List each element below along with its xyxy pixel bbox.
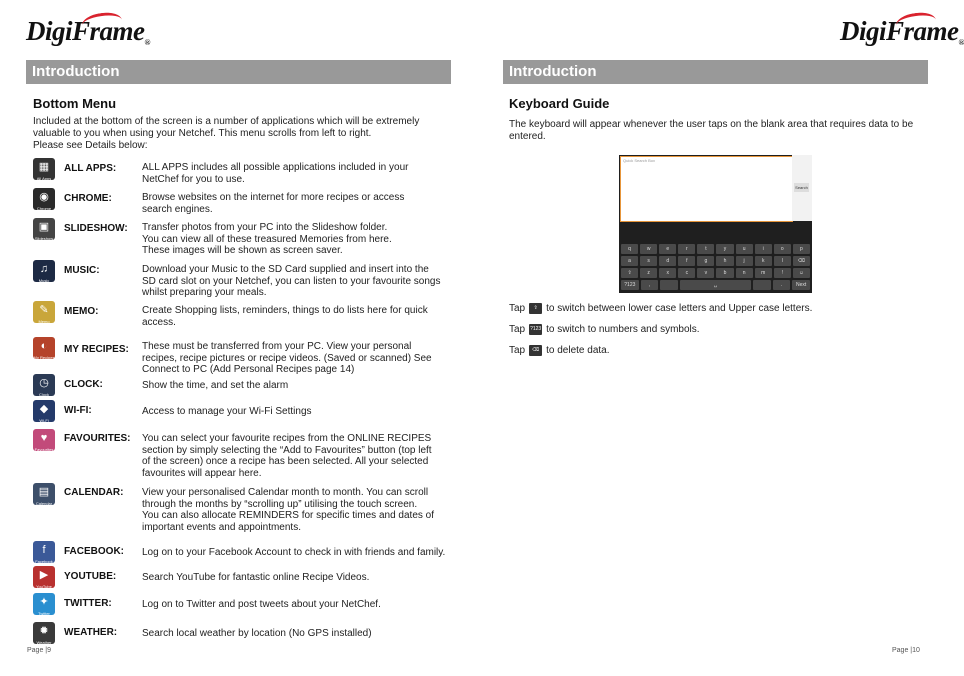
menu-item-description — [142, 264, 457, 299]
keyboard-key[interactable] — [753, 280, 771, 290]
icon-caption: Facebook — [35, 559, 53, 564]
menu-item-label: MY RECIPES: — [64, 344, 129, 355]
keyboard-key[interactable]: ⌫ — [793, 256, 810, 266]
tip-prefix: Tap — [509, 345, 526, 357]
keyboard-key[interactable]: k — [755, 256, 772, 266]
description-line: These must be transferred from your PC. View your personal — [142, 341, 412, 352]
icon-caption: Twitter — [38, 611, 50, 616]
keyboard-key[interactable]: n — [736, 268, 753, 278]
keyboard-keys — [619, 244, 812, 292]
intro-line: entered. — [509, 131, 546, 142]
description-line: Show the time, and set the alarm — [142, 380, 289, 391]
menu-item-label: WI-FI: — [64, 405, 92, 416]
menu-item-music — [33, 260, 453, 301]
description-line: You can select your favourite recipes from the ONLINE RECIPES — [142, 433, 432, 444]
menu-item-clock — [33, 374, 453, 397]
page-number: 9 — [47, 647, 52, 654]
description-line: Log on to your Facebook Account to check in with friends and family. — [142, 547, 446, 558]
menu-item-label: ALL APPS: — [64, 163, 117, 174]
icon-caption: YouTube — [36, 584, 52, 589]
intro-line: The keyboard will appear whenever the user taps on the blank area that requires data to be — [509, 119, 914, 130]
description-line: Create Shopping lists, reminders, things to do lists here for quick — [142, 305, 428, 316]
icon-caption: Memo — [38, 319, 50, 324]
page-label: Page — [27, 647, 44, 654]
menu-item-description — [142, 487, 457, 533]
description-line: Access to manage your Wi-Fi Settings — [142, 406, 312, 417]
menu-item-slideshow — [33, 218, 453, 259]
menu-item-favourites — [33, 429, 453, 481]
menu-item-description — [142, 433, 457, 479]
menu-item-wi-fi — [33, 400, 453, 423]
menu-item-description — [142, 162, 457, 185]
description-line: You can also allocate REMINDERS for specific times and dates of — [142, 510, 434, 521]
description-line: whilst preparing your meals. — [142, 287, 267, 298]
keyboard-key[interactable]: ?123 — [621, 280, 639, 290]
keyboard-row — [619, 268, 812, 278]
keyboard-key[interactable]: b — [716, 268, 733, 278]
menu-item-label: FAVOURITES: — [64, 433, 131, 444]
menu-item-label: CALENDAR: — [64, 487, 124, 498]
section-title: Bottom Menu — [33, 96, 117, 111]
keyboard-key[interactable]: i — [755, 244, 772, 254]
keyboard-key[interactable]: ⇧ — [621, 268, 638, 278]
sun-icon: ✹ Weather — [33, 622, 55, 644]
intro-line: Included at the bottom of the screen is a number of applications which will be extremely — [33, 116, 420, 127]
calendar-icon: ▤ Calendar — [33, 483, 55, 505]
menu-item-label: MUSIC: — [64, 265, 100, 276]
icon-caption: Clock — [38, 392, 49, 397]
menu-item-chrome — [33, 188, 453, 217]
description-line: of the screen) once a recipe has been selected. All your selected — [142, 456, 429, 467]
intro-paragraph — [509, 119, 929, 143]
music-icon: ♫ Music — [33, 260, 55, 282]
menu-item-description — [142, 547, 457, 559]
menu-item-label: CHROME: — [64, 193, 112, 204]
menu-item-calendar — [33, 483, 453, 535]
menu-item-my-recipes — [33, 337, 453, 378]
facebook-icon: f Facebook — [33, 541, 55, 563]
keyboard-row — [619, 280, 812, 290]
slideshow-icon: ▣ Slideshow — [33, 218, 55, 240]
keyboard-key[interactable]: c — [678, 268, 695, 278]
description-line: Search YouTube for fantastic online Recipe Videos. — [142, 572, 370, 583]
logo-text: DigiFrame — [840, 16, 959, 46]
description-line: These images will be shown as screen saver. — [142, 245, 343, 256]
delete-icon: ⌫ — [529, 345, 542, 356]
keyboard-row — [619, 256, 812, 266]
shift-icon: ⇧ — [529, 303, 542, 314]
tip-delete — [509, 345, 610, 356]
twitter-icon: ✦ Twitter — [33, 593, 55, 615]
description-line: Transfer photos from your PC into the Slideshow folder. — [142, 222, 388, 233]
keyboard-key[interactable]: v — [697, 268, 714, 278]
keyboard-key[interactable]: d — [659, 256, 676, 266]
menu-item-description — [142, 599, 457, 611]
menu-item-label: MEMO: — [64, 306, 99, 317]
quick-search-box[interactable] — [620, 156, 793, 222]
keyboard-key[interactable]: z — [640, 268, 657, 278]
heart-icon: ♥ Favourites — [33, 429, 55, 451]
keyboard-key[interactable]: m — [755, 268, 772, 278]
menu-item-description — [142, 380, 457, 392]
keyboard-key[interactable]: l — [774, 256, 791, 266]
intro-line: Please see Details below: — [33, 140, 148, 151]
menu-item-description — [142, 628, 457, 640]
section-header: Introduction — [26, 60, 451, 84]
menu-item-memo — [33, 301, 453, 330]
menu-item-label: WEATHER: — [64, 627, 118, 638]
wifi-icon: ◆ Wi-Fi — [33, 400, 55, 422]
keyboard-key[interactable]: ! — [774, 268, 791, 278]
menu-item-label: SLIDESHOW: — [64, 223, 128, 234]
icon-caption: Wi-Fi — [39, 418, 49, 423]
description-line: important events and appointments. — [142, 521, 301, 533]
registered-mark-icon: ® — [144, 38, 150, 47]
logo-text: DigiFrame — [26, 16, 145, 46]
description-line: SD card slot on your Netchef, you can listen to your favourite songs — [142, 275, 441, 287]
menu-item-description — [142, 406, 457, 418]
intro-line: valuable to you when using your Netchef. This menu scrolls from left to right. — [33, 128, 372, 139]
section-header: Introduction — [503, 60, 928, 84]
page-label: Page — [892, 647, 909, 654]
menu-item-label: TWITTER: — [64, 598, 112, 609]
keyboard-key[interactable]: w — [640, 244, 657, 254]
keyboard-key[interactable]: ␣ — [680, 280, 751, 290]
symbols-icon: ?123 — [529, 324, 542, 335]
description-line: View your personalised Calendar month to month. You can scroll — [142, 487, 429, 498]
tip-prefix: Tap — [509, 324, 526, 336]
description-line: ALL APPS includes all possible applications included in your — [142, 162, 409, 173]
keyboard-key[interactable]: j — [736, 256, 753, 266]
keyboard-key[interactable]: e — [659, 244, 676, 254]
keyboard-key[interactable] — [660, 280, 678, 290]
menu-item-youtube — [33, 566, 453, 589]
keyboard-key[interactable]: r — [678, 244, 695, 254]
section-title: Keyboard Guide — [509, 96, 610, 111]
keyboard-key[interactable]: s — [640, 256, 657, 266]
keyboard-key[interactable]: ☺ — [793, 268, 810, 278]
keyboard-key[interactable]: f — [678, 256, 695, 266]
grid-icon: ▦ All Apps — [33, 158, 55, 180]
menu-item-label: CLOCK: — [64, 379, 103, 390]
description-line: Log on to Twitter and post tweets about your NetChef. — [142, 599, 381, 610]
description-line: You can view all of these treasured Memories from here. — [142, 233, 392, 245]
keyboard-key[interactable]: q — [621, 244, 638, 254]
page-footer: Page |10 — [892, 647, 920, 654]
description-line: Download your Music to the SD Card supplied and insert into the — [142, 264, 429, 275]
menu-item-description — [142, 305, 457, 328]
icon-caption: Calendar — [35, 501, 53, 506]
description-line: recipes, recipe pictures or recipe videos. (Saved or scanned) See — [142, 352, 432, 364]
icon-caption: Chrome — [36, 206, 52, 211]
menu-item-weather — [33, 622, 453, 645]
keyboard-key[interactable]: p — [793, 244, 810, 254]
recipes-icon: ◐ My Recipes — [33, 337, 55, 359]
icon-caption: Music — [38, 278, 50, 283]
keyboard-key[interactable]: g — [697, 256, 714, 266]
description-line: section by simply selecting the “Add to Favourites” button (top left — [142, 444, 432, 456]
tip-prefix: Tap — [509, 303, 526, 315]
description-line: Browse websites on the internet for more recipes or access — [142, 192, 405, 203]
tip-text: to switch to numbers and symbols. — [546, 324, 700, 336]
search-button[interactable]: Search — [795, 185, 808, 190]
digiframe-logo — [840, 16, 964, 54]
menu-item-facebook — [33, 541, 453, 564]
keyboard-screenshot — [619, 155, 812, 293]
search-placeholder: Quick Search Box — [623, 158, 656, 163]
chrome-icon: ◉ Chrome — [33, 188, 55, 210]
menu-item-description — [142, 341, 457, 376]
keyboard-key[interactable]: t — [697, 244, 714, 254]
menu-item-description — [142, 572, 457, 584]
icon-caption: Weather — [36, 640, 52, 645]
tip-symbols — [509, 324, 700, 335]
tip-text: to switch between lower case letters and Upper case letters. — [546, 303, 813, 315]
keyboard-key[interactable]: , — [641, 280, 659, 290]
description-line: Search local weather by location (No GPS installed) — [142, 628, 372, 639]
icon-caption: All Apps — [36, 176, 52, 181]
keyboard-key[interactable]: y — [716, 244, 733, 254]
keyboard-key[interactable]: h — [716, 256, 733, 266]
menu-item-twitter — [33, 593, 453, 616]
youtube-icon: ▶ YouTube — [33, 566, 55, 588]
menu-item-description — [142, 222, 457, 257]
description-line: through the months by “scrolling up” utilising the touch screen. — [142, 498, 418, 510]
icon-caption: Favourites — [34, 447, 54, 452]
page-number: 10 — [912, 647, 920, 654]
menu-item-label: YOUTUBE: — [64, 571, 117, 582]
menu-item-label: FACEBOOK: — [64, 546, 124, 557]
keyboard-row — [619, 244, 812, 254]
keyboard-key[interactable]: u — [736, 244, 753, 254]
page-footer: Page |9 — [27, 647, 52, 654]
memo-icon: ✎ Memo — [33, 301, 55, 323]
description-line: NetChef for you to use. — [142, 173, 245, 185]
icon-caption: Slideshow — [34, 236, 54, 241]
icon-caption: My Recipes — [33, 355, 55, 360]
tip-shift — [509, 303, 812, 314]
keyboard-key[interactable]: Next — [792, 280, 810, 290]
clock-icon: ◷ Clock — [33, 374, 55, 396]
description-line: favourites will appear here. — [142, 467, 262, 479]
digiframe-logo — [26, 16, 150, 54]
keyboard-key[interactable]: a — [621, 256, 638, 266]
description-line: Connect to PC (Add Personal Recipes page 14) — [142, 364, 355, 375]
registered-mark-icon: ® — [958, 38, 964, 47]
menu-item-all-apps — [33, 158, 453, 187]
description-line: access. — [142, 316, 176, 328]
keyboard-key[interactable]: x — [659, 268, 676, 278]
keyboard-key[interactable]: . — [773, 280, 791, 290]
keyboard-key[interactable]: o — [774, 244, 791, 254]
menu-item-description — [142, 192, 457, 215]
tip-text: to delete data. — [546, 345, 610, 357]
intro-paragraph — [33, 116, 453, 152]
description-line: search engines. — [142, 203, 213, 215]
